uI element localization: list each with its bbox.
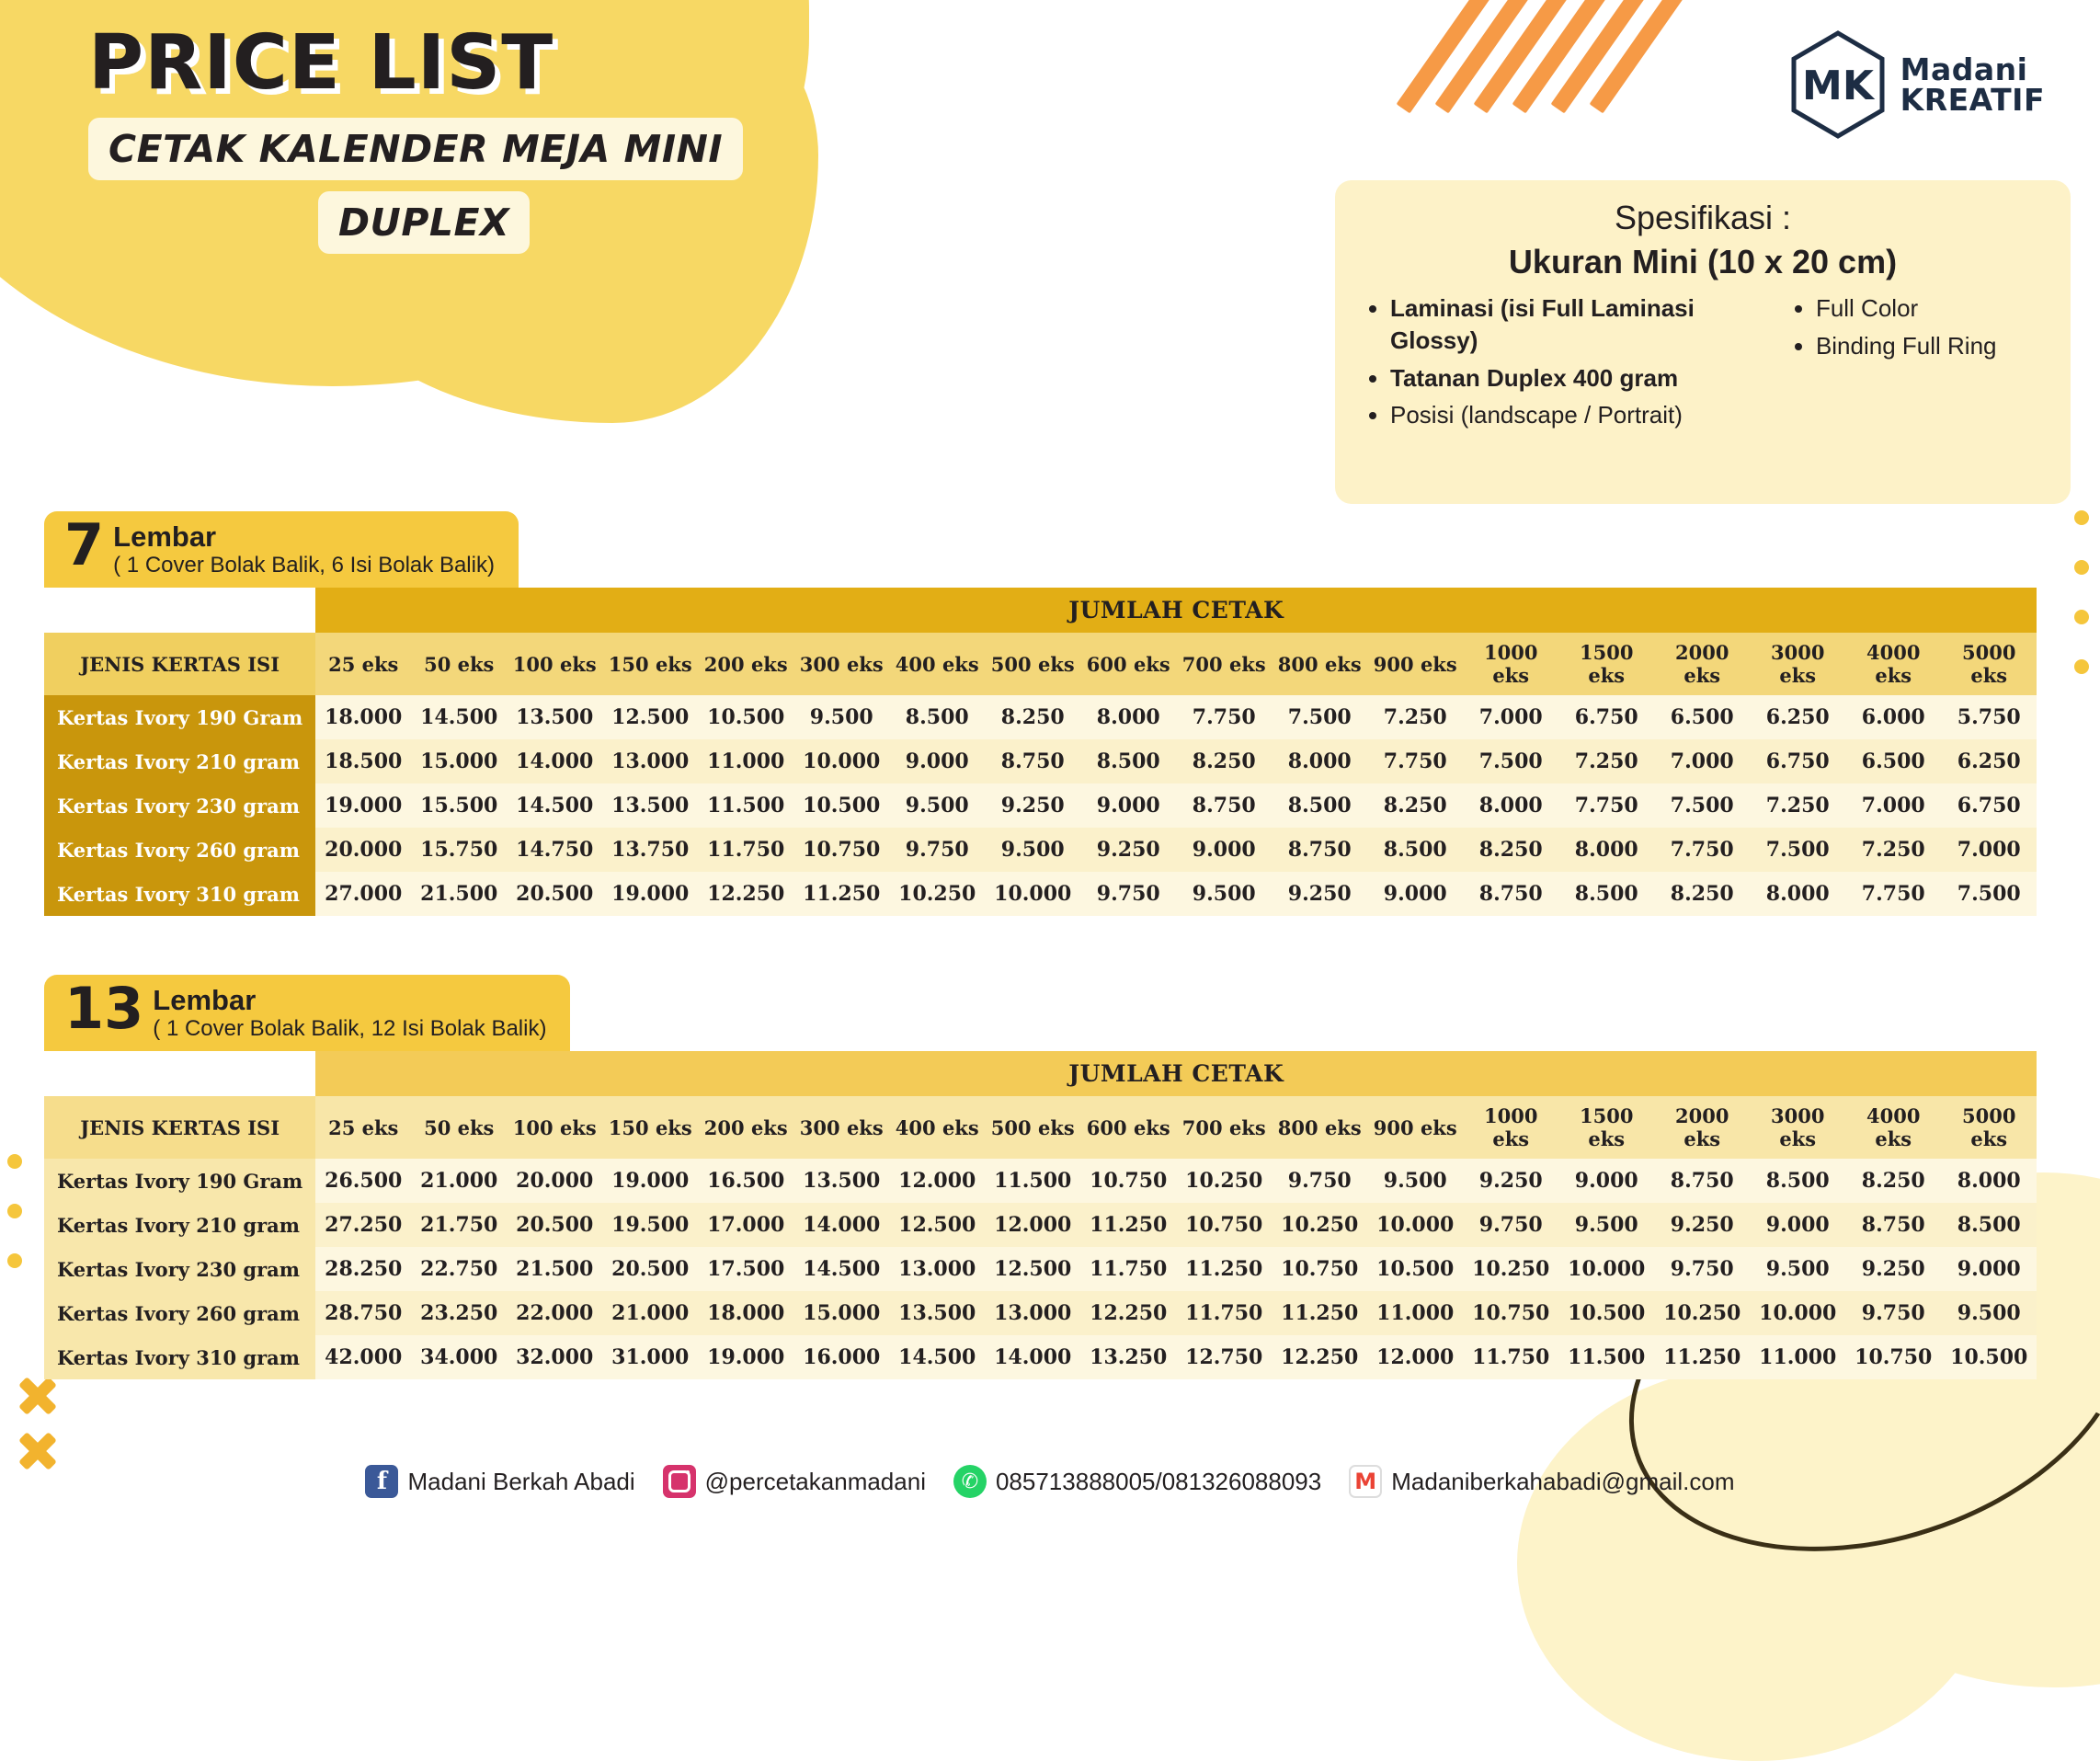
- price-cell: 11.250: [1272, 1291, 1367, 1335]
- price-cell: 14.000: [793, 1203, 889, 1247]
- hexagon-logo-icon: [1788, 29, 1888, 140]
- price-cell: 13.750: [602, 828, 698, 872]
- price-cell: 14.500: [793, 1247, 889, 1291]
- page-title: PRICE LIST: [88, 19, 554, 107]
- price-cell: 10.750: [1272, 1247, 1367, 1291]
- price-cell: 8.500: [1750, 1159, 1845, 1203]
- price-cell: 19.000: [602, 1159, 698, 1203]
- column-header-jenis-kertas: JENIS KERTAS ISI: [44, 633, 315, 695]
- price-cell: 8.250: [1463, 828, 1558, 872]
- column-header-jenis-kertas: JENIS KERTAS ISI: [44, 1096, 315, 1159]
- price-cell: 9.500: [1558, 1203, 1654, 1247]
- price-cell: 13.000: [602, 739, 698, 783]
- column-header: 5000 eks: [1941, 633, 2037, 695]
- price-cell: 27.000: [315, 872, 411, 916]
- price-cell: 17.500: [698, 1247, 793, 1291]
- price-cell: 10.000: [1367, 1203, 1463, 1247]
- table-row: [44, 783, 2037, 828]
- price-cell: 9.750: [1845, 1291, 1941, 1335]
- lembar-label: Lembar: [113, 520, 217, 553]
- spec-item: • Binding Full Ring: [1816, 330, 2047, 362]
- column-header: 2000 eks: [1654, 1096, 1750, 1159]
- column-header: 1500 eks: [1558, 1096, 1654, 1159]
- price-cell: 12.250: [698, 872, 793, 916]
- price-cell: 27.250: [315, 1203, 411, 1247]
- price-cell: 7.750: [1558, 783, 1654, 828]
- table-header-row: [44, 1096, 2037, 1159]
- price-cell: 8.000: [1463, 783, 1558, 828]
- price-cell: 12.500: [985, 1247, 1080, 1291]
- price-cell: 10.250: [1176, 1159, 1272, 1203]
- row-label: Kertas Ivory 310 gram: [44, 1335, 315, 1379]
- diagonal-stripes-decoration: [1444, 0, 1719, 110]
- price-cell: 34.000: [411, 1335, 507, 1379]
- price-cell: 9.250: [985, 783, 1080, 828]
- price-cell: 13.000: [889, 1247, 985, 1291]
- spec-list-left: [1359, 292, 1777, 437]
- price-cell: 16.000: [793, 1335, 889, 1379]
- price-cell: 8.000: [1750, 872, 1845, 916]
- column-header: 500 eks: [985, 1096, 1080, 1159]
- spec-size: Ukuran Mini (10 x 20 cm): [1508, 243, 1898, 280]
- price-cell: 9.750: [1654, 1247, 1750, 1291]
- price-cell: 12.000: [985, 1203, 1080, 1247]
- price-cell: 8.000: [1272, 739, 1367, 783]
- footer-contacts: [0, 1465, 2100, 1498]
- price-cell: 9.500: [1750, 1247, 1845, 1291]
- price-cell: 13.500: [889, 1291, 985, 1335]
- instagram-icon: [663, 1465, 696, 1498]
- price-cell: 19.000: [602, 872, 698, 916]
- price-table: [44, 1051, 2037, 1379]
- row-label: Kertas Ivory 230 gram: [44, 783, 315, 828]
- table-title-row: [44, 1051, 2037, 1096]
- column-header: 800 eks: [1272, 633, 1367, 695]
- column-header: 50 eks: [411, 1096, 507, 1159]
- price-cell: 11.250: [1080, 1203, 1176, 1247]
- price-cell: 13.500: [602, 783, 698, 828]
- column-header: 150 eks: [602, 633, 698, 695]
- row-label: Kertas Ivory 230 gram: [44, 1247, 315, 1291]
- price-cell: 7.250: [1367, 695, 1463, 739]
- price-cell: 21.500: [411, 872, 507, 916]
- price-cell: 10.750: [1080, 1159, 1176, 1203]
- column-header: 600 eks: [1080, 1096, 1176, 1159]
- price-cell: 9.250: [1654, 1203, 1750, 1247]
- price-cell: 9.000: [889, 739, 985, 783]
- lembar-label: Lembar: [153, 984, 257, 1016]
- table-row: [44, 1203, 2037, 1247]
- price-cell: 7.500: [1463, 739, 1558, 783]
- table-row: [44, 1335, 2037, 1379]
- price-cell: 14.500: [411, 695, 507, 739]
- price-cell: 21.000: [602, 1291, 698, 1335]
- price-cell: 9.000: [1941, 1247, 2037, 1291]
- lembar-note: ( 1 Cover Bolak Balik, 6 Isi Bolak Balik): [113, 552, 495, 577]
- price-cell: 6.000: [1845, 695, 1941, 739]
- price-cell: 9.750: [1272, 1159, 1367, 1203]
- price-cell: 9.250: [1845, 1247, 1941, 1291]
- price-cell: 6.750: [1750, 739, 1845, 783]
- price-cell: 9.250: [1272, 872, 1367, 916]
- column-header: 800 eks: [1272, 1096, 1367, 1159]
- column-header: 3000 eks: [1750, 1096, 1845, 1159]
- price-cell: 10.250: [1463, 1247, 1558, 1291]
- price-cell: 10.000: [1558, 1247, 1654, 1291]
- price-cell: 13.500: [507, 695, 602, 739]
- spec-item: • Posisi (landscape / Portrait): [1390, 399, 1777, 431]
- price-cell: 12.500: [602, 695, 698, 739]
- price-cell: 7.250: [1558, 739, 1654, 783]
- table-row: [44, 695, 2037, 739]
- column-header: 200 eks: [698, 1096, 793, 1159]
- price-cell: 9.250: [1080, 828, 1176, 872]
- price-cell: 11.000: [1750, 1335, 1845, 1379]
- price-cell: 6.250: [1941, 739, 2037, 783]
- price-cell: 10.750: [1176, 1203, 1272, 1247]
- price-cell: 20.000: [315, 828, 411, 872]
- price-cell: 28.250: [315, 1247, 411, 1291]
- lembar-note: ( 1 Cover Bolak Balik, 12 Isi Bolak Balik): [153, 1015, 547, 1041]
- facebook-contact[interactable]: [365, 1465, 634, 1498]
- spec-title: Spesifikasi :: [1614, 199, 1792, 236]
- price-cell: 10.250: [889, 872, 985, 916]
- price-cell: 10.500: [793, 783, 889, 828]
- table-row: [44, 828, 2037, 872]
- price-cell: 19.500: [602, 1203, 698, 1247]
- price-cell: 7.750: [1367, 739, 1463, 783]
- price-cell: 8.750: [1845, 1203, 1941, 1247]
- table-header-row: [44, 633, 2037, 695]
- instagram-label: @percetakanmadani: [704, 1467, 926, 1495]
- column-header: 400 eks: [889, 1096, 985, 1159]
- column-header: 3000 eks: [1750, 633, 1845, 695]
- column-header: 700 eks: [1176, 633, 1272, 695]
- price-cell: 15.000: [793, 1291, 889, 1335]
- row-label: Kertas Ivory 310 gram: [44, 872, 315, 916]
- price-cell: 11.750: [1463, 1335, 1558, 1379]
- price-cell: 9.000: [1080, 783, 1176, 828]
- price-cell: 11.000: [698, 739, 793, 783]
- subtitle-product: CETAK KALENDER MEJA MINI: [88, 118, 743, 180]
- column-header: 5000 eks: [1941, 1096, 2037, 1159]
- price-cell: 20.500: [507, 1203, 602, 1247]
- svg-text:MK: MK: [1801, 63, 1874, 109]
- price-cell: 8.500: [889, 695, 985, 739]
- instagram-contact[interactable]: [663, 1465, 926, 1498]
- column-header: 700 eks: [1176, 1096, 1272, 1159]
- gmail-icon: M: [1349, 1465, 1382, 1498]
- price-cell: 20.500: [602, 1247, 698, 1291]
- price-cell: 11.750: [1080, 1247, 1176, 1291]
- price-cell: 11.500: [985, 1159, 1080, 1203]
- price-cell: 7.250: [1845, 828, 1941, 872]
- table-title-spacer: [44, 1051, 315, 1096]
- price-cell: 23.250: [411, 1291, 507, 1335]
- column-header: 300 eks: [793, 1096, 889, 1159]
- price-cell: 19.000: [698, 1335, 793, 1379]
- price-cell: 7.750: [1845, 872, 1941, 916]
- header: [88, 19, 743, 254]
- price-cell: 9.500: [889, 783, 985, 828]
- price-cell: 12.250: [1080, 1291, 1176, 1335]
- price-cell: 9.250: [1463, 1159, 1558, 1203]
- price-cell: 11.500: [1558, 1335, 1654, 1379]
- price-cell: 10.750: [793, 828, 889, 872]
- facebook-label: Madani Berkah Abadi: [407, 1467, 635, 1495]
- price-cell: 28.750: [315, 1291, 411, 1335]
- column-header: 200 eks: [698, 633, 793, 695]
- price-table-block-13-lembar: [44, 975, 2037, 1379]
- price-cell: 21.000: [411, 1159, 507, 1203]
- price-cell: 32.000: [507, 1335, 602, 1379]
- price-cell: 10.250: [1272, 1203, 1367, 1247]
- price-cell: 8.250: [1654, 872, 1750, 916]
- column-header: 100 eks: [507, 633, 602, 695]
- row-label: Kertas Ivory 210 gram: [44, 1203, 315, 1247]
- row-label: Kertas Ivory 210 gram: [44, 739, 315, 783]
- price-cell: 21.750: [411, 1203, 507, 1247]
- price-cell: 9.500: [1941, 1291, 2037, 1335]
- price-cell: 7.500: [1941, 872, 2037, 916]
- price-cell: 9.500: [985, 828, 1080, 872]
- price-cell: 11.250: [1176, 1247, 1272, 1291]
- price-cell: 8.750: [1176, 783, 1272, 828]
- lembar-tab: [44, 511, 519, 588]
- price-cell: 8.500: [1941, 1203, 2037, 1247]
- table-title: JUMLAH CETAK: [315, 588, 2037, 633]
- column-header: 900 eks: [1367, 633, 1463, 695]
- price-cell: 10.250: [1654, 1291, 1750, 1335]
- spec-item: • Tatanan Duplex 400 gram: [1390, 362, 1777, 395]
- price-cell: 8.000: [1080, 695, 1176, 739]
- subtitle-variant: DUPLEX: [318, 191, 530, 254]
- column-header: 1500 eks: [1558, 633, 1654, 695]
- price-cell: 18.000: [315, 695, 411, 739]
- price-cell: 14.500: [507, 783, 602, 828]
- price-cell: 7.000: [1463, 695, 1558, 739]
- lembar-number: 13: [64, 975, 144, 1042]
- column-header: 150 eks: [602, 1096, 698, 1159]
- price-cell: 16.500: [698, 1159, 793, 1203]
- price-cell: 21.500: [507, 1247, 602, 1291]
- row-label: Kertas Ivory 260 gram: [44, 828, 315, 872]
- price-cell: 20.500: [507, 872, 602, 916]
- price-cell: 22.750: [411, 1247, 507, 1291]
- column-header: 25 eks: [315, 1096, 411, 1159]
- table-row: [44, 739, 2037, 783]
- price-cell: 8.250: [1367, 783, 1463, 828]
- price-cell: 8.750: [1272, 828, 1367, 872]
- price-cell: 12.000: [889, 1159, 985, 1203]
- price-cell: 14.500: [889, 1335, 985, 1379]
- price-cell: 31.000: [602, 1335, 698, 1379]
- price-cell: 10.500: [698, 695, 793, 739]
- price-cell: 18.500: [315, 739, 411, 783]
- column-header: 4000 eks: [1845, 1096, 1941, 1159]
- price-table: [44, 588, 2037, 916]
- lembar-tab: [44, 975, 570, 1051]
- price-cell: 7.500: [1272, 695, 1367, 739]
- price-cell: 13.250: [1080, 1335, 1176, 1379]
- price-cell: 18.000: [698, 1291, 793, 1335]
- price-cell: 7.750: [1654, 828, 1750, 872]
- price-cell: 10.500: [1367, 1247, 1463, 1291]
- table-row: [44, 1159, 2037, 1203]
- price-table-block-7-lembar: [44, 511, 2037, 916]
- price-cell: 8.250: [1176, 739, 1272, 783]
- price-cell: 15.750: [411, 828, 507, 872]
- price-cell: 12.500: [889, 1203, 985, 1247]
- dots-decoration-left: [7, 1154, 22, 1303]
- price-cell: 10.000: [985, 872, 1080, 916]
- price-cell: 7.500: [1750, 828, 1845, 872]
- price-cell: 15.500: [411, 783, 507, 828]
- column-header: 1000 eks: [1463, 1096, 1558, 1159]
- price-cell: 10.000: [793, 739, 889, 783]
- table-row: [44, 1291, 2037, 1335]
- logo-line-1: Madani: [1900, 51, 2028, 87]
- price-cell: 8.750: [1654, 1159, 1750, 1203]
- price-cell: 9.750: [1080, 872, 1176, 916]
- column-header: 1000 eks: [1463, 633, 1558, 695]
- price-cell: 9.500: [1176, 872, 1272, 916]
- price-cell: 12.000: [1367, 1335, 1463, 1379]
- price-cell: 8.500: [1272, 783, 1367, 828]
- price-cell: 7.000: [1654, 739, 1750, 783]
- whatsapp-contact[interactable]: [953, 1465, 1321, 1498]
- price-cell: 11.750: [1176, 1291, 1272, 1335]
- facebook-icon: f: [365, 1465, 398, 1498]
- price-cell: 7.000: [1845, 783, 1941, 828]
- price-cell: 9.000: [1367, 872, 1463, 916]
- price-cell: 6.500: [1654, 695, 1750, 739]
- price-cell: 8.250: [1845, 1159, 1941, 1203]
- row-label: Kertas Ivory 190 Gram: [44, 695, 315, 739]
- price-cell: 11.500: [698, 783, 793, 828]
- price-cell: 9.500: [1367, 1159, 1463, 1203]
- price-cell: 11.750: [698, 828, 793, 872]
- price-cell: 8.000: [1941, 1159, 2037, 1203]
- price-cell: 12.250: [1272, 1335, 1367, 1379]
- price-cell: 14.750: [507, 828, 602, 872]
- price-cell: 22.000: [507, 1291, 602, 1335]
- price-cell: 10.000: [1750, 1291, 1845, 1335]
- specification-box: [1335, 180, 2071, 504]
- row-label: Kertas Ivory 190 Gram: [44, 1159, 315, 1203]
- price-cell: 12.750: [1176, 1335, 1272, 1379]
- spec-item: • Laminasi (isi Full Laminasi Glossy): [1390, 292, 1777, 357]
- price-cell: 17.000: [698, 1203, 793, 1247]
- column-header: 300 eks: [793, 633, 889, 695]
- price-cell: 7.000: [1941, 828, 2037, 872]
- price-cell: 10.750: [1845, 1335, 1941, 1379]
- column-header: 900 eks: [1367, 1096, 1463, 1159]
- column-header: 4000 eks: [1845, 633, 1941, 695]
- price-cell: 26.500: [315, 1159, 411, 1203]
- price-cell: 9.500: [793, 695, 889, 739]
- price-cell: 8.250: [985, 695, 1080, 739]
- price-cell: 8.500: [1367, 828, 1463, 872]
- price-cell: 13.500: [793, 1159, 889, 1203]
- table-title-spacer: [44, 588, 315, 633]
- price-cell: 7.750: [1176, 695, 1272, 739]
- price-cell: 11.250: [793, 872, 889, 916]
- price-cell: 9.750: [889, 828, 985, 872]
- column-header: 25 eks: [315, 633, 411, 695]
- column-header: 500 eks: [985, 633, 1080, 695]
- price-cell: 42.000: [315, 1335, 411, 1379]
- table-row: [44, 872, 2037, 916]
- price-cell: 6.750: [1941, 783, 2037, 828]
- column-header: 100 eks: [507, 1096, 602, 1159]
- email-label: Madaniberkahabadi@gmail.com: [1391, 1467, 1735, 1495]
- price-cell: 9.000: [1176, 828, 1272, 872]
- price-cell: 5.750: [1941, 695, 2037, 739]
- price-cell: 10.500: [1941, 1335, 2037, 1379]
- column-header: 600 eks: [1080, 633, 1176, 695]
- price-cell: 6.500: [1845, 739, 1941, 783]
- price-cell: 8.750: [1463, 872, 1558, 916]
- column-header: 400 eks: [889, 633, 985, 695]
- table-row: [44, 1247, 2037, 1291]
- price-cell: 8.750: [985, 739, 1080, 783]
- price-cell: 9.000: [1558, 1159, 1654, 1203]
- whatsapp-label: 085713888005/081326088093: [995, 1467, 1322, 1495]
- price-cell: 9.000: [1750, 1203, 1845, 1247]
- row-label: Kertas Ivory 260 gram: [44, 1291, 315, 1335]
- email-contact[interactable]: [1349, 1465, 1734, 1498]
- dots-decoration-right: [2074, 510, 2089, 709]
- table-title: JUMLAH CETAK: [315, 1051, 2037, 1096]
- price-cell: 7.500: [1654, 783, 1750, 828]
- price-cell: 15.000: [411, 739, 507, 783]
- brand-logo: [1788, 29, 2045, 140]
- price-cell: 8.500: [1558, 872, 1654, 916]
- price-cell: 13.000: [985, 1291, 1080, 1335]
- price-cell: 10.500: [1558, 1291, 1654, 1335]
- column-header: 50 eks: [411, 633, 507, 695]
- price-cell: 14.000: [507, 739, 602, 783]
- logo-line-2: KREATIF: [1900, 82, 2045, 118]
- price-cell: 11.250: [1654, 1335, 1750, 1379]
- price-cell: 8.000: [1558, 828, 1654, 872]
- price-cell: 6.750: [1558, 695, 1654, 739]
- table-title-row: [44, 588, 2037, 633]
- price-cell: 10.750: [1463, 1291, 1558, 1335]
- price-cell: 9.750: [1463, 1203, 1558, 1247]
- lembar-number: 7: [64, 511, 105, 578]
- price-cell: 14.000: [985, 1335, 1080, 1379]
- price-cell: 6.250: [1750, 695, 1845, 739]
- price-cell: 8.500: [1080, 739, 1176, 783]
- spec-list-right: [1785, 292, 2047, 437]
- price-cell: 19.000: [315, 783, 411, 828]
- price-cell: 11.000: [1367, 1291, 1463, 1335]
- price-cell: 20.000: [507, 1159, 602, 1203]
- price-cell: 7.250: [1750, 783, 1845, 828]
- column-header: 2000 eks: [1654, 633, 1750, 695]
- spec-item: • Full Color: [1816, 292, 2047, 325]
- whatsapp-icon: ✆: [953, 1465, 987, 1498]
